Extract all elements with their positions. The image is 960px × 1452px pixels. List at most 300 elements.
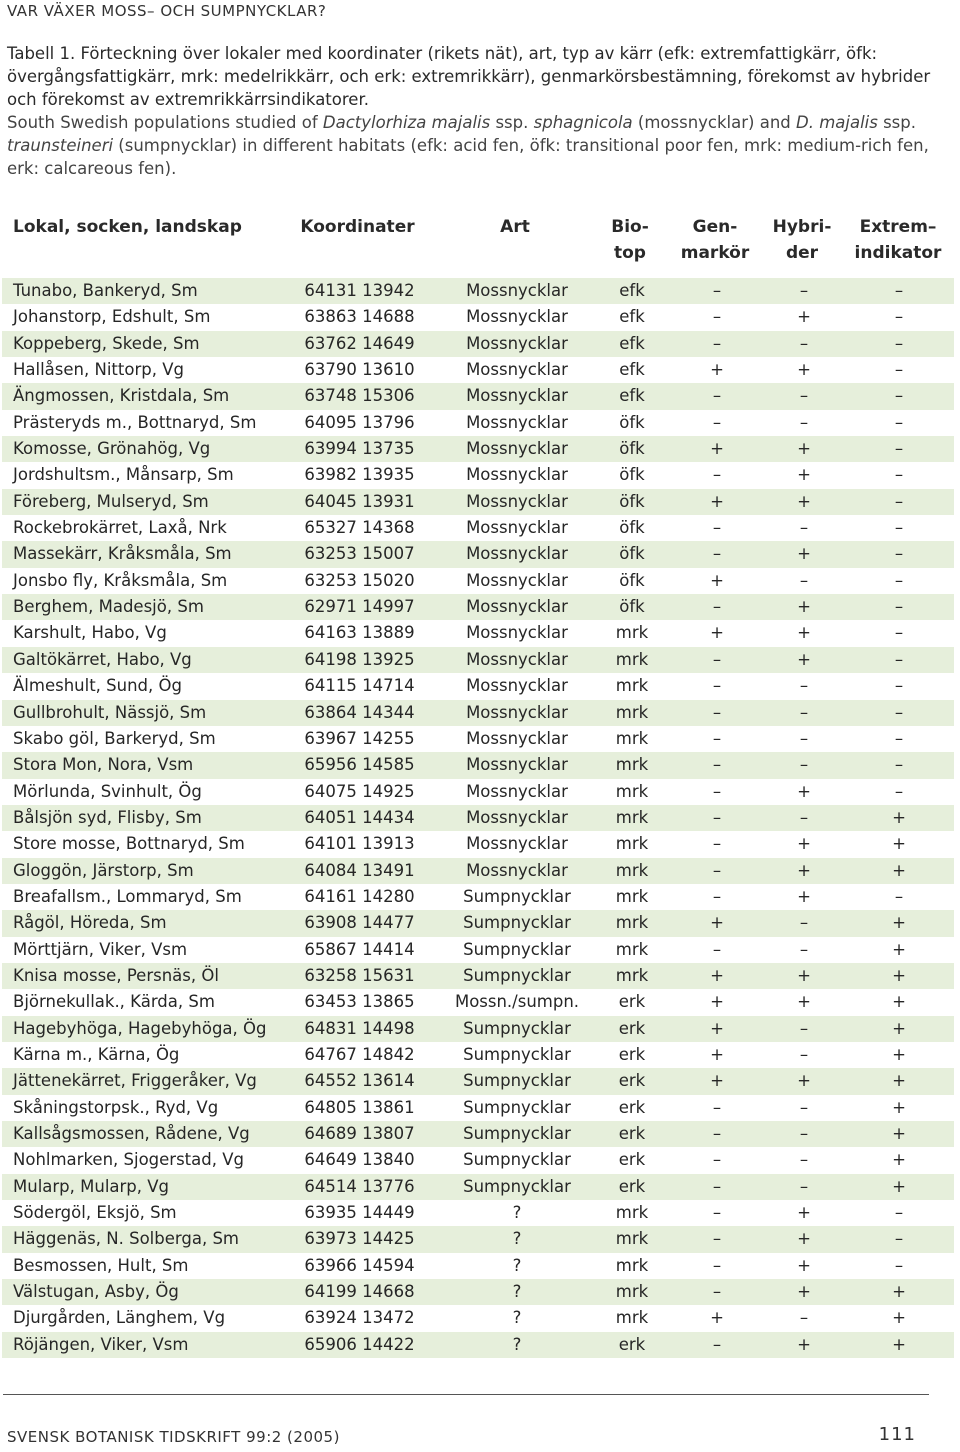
cell-biotop: öfk [619,518,645,538]
cell-extremindikator: + [892,992,906,1012]
cell-koordinater: 64199 14668 [304,1282,415,1302]
header-hybrider-line1: Hybri- [772,217,832,237]
cell-art: ? [512,1282,522,1302]
cell-art: Mossnycklar [466,755,568,775]
cell-biotop: öfk [619,439,645,459]
cell-art: Mossnycklar [466,333,568,353]
cell-extremindikator: + [892,1044,906,1064]
cell-koordinater: 64045 13931 [304,491,415,511]
table-row [2,1016,954,1042]
caption-english [7,111,942,180]
cell-hybrider: + [797,465,811,485]
cell-art: Sumpnycklar [463,1018,571,1038]
cell-genmarkor: + [710,623,724,643]
cell-biotop: öfk [619,491,645,511]
cell-biotop: mrk [615,1203,649,1223]
cell-biotop: mrk [615,939,649,959]
cell-extremindikator: – [894,886,904,906]
cell-hybrider: – [799,281,809,300]
cell-lokal: Skåningstorpsk., Ryd, Vg [13,1097,219,1117]
table-row [2,647,954,673]
cell-hybrider: + [797,886,811,906]
table-row [2,884,954,910]
cell-hybrider: – [799,518,809,538]
journal-footer: SVENSK BOTANISK TIDSKRIFT 99:2 (2005) [7,1428,340,1446]
cell-extremindikator: + [892,834,906,854]
cell-biotop: efk [619,333,645,353]
cell-lokal: Tunabo, Bankeryd, Sm [13,281,198,300]
cell-extremindikator: – [894,544,904,564]
cell-art: Sumpnycklar [463,1176,571,1196]
cell-extremindikator: + [892,1176,906,1196]
header-extrem-line2: indikator [854,243,942,263]
table-body [2,278,954,1358]
cell-biotop: erk [618,1097,646,1117]
cell-art: Mossnycklar [466,360,568,380]
cell-biotop: mrk [615,649,649,669]
cell-koordinater: 64831 14498 [304,1018,415,1038]
table-row [2,462,954,488]
cell-extremindikator: – [894,333,904,353]
cell-lokal: Store mosse, Bottnaryd, Sm [13,834,245,854]
cell-art: Mossnycklar [466,491,568,511]
cell-biotop: mrk [615,913,649,933]
cell-extremindikator: – [894,781,904,801]
cell-extremindikator: + [892,965,906,985]
cell-hybrider: + [797,544,811,564]
table-row [2,594,954,620]
cell-lokal: Rågöl, Höreda, Sm [13,913,167,933]
header-biotop-line1: Bio- [611,217,649,237]
cell-biotop: efk [619,360,645,380]
cell-hybrider: + [797,860,811,880]
cell-koordinater: 63253 15007 [304,544,415,564]
cell-genmarkor: – [712,1282,722,1302]
cell-genmarkor: – [712,807,722,827]
cell-hybrider: + [797,649,811,669]
cell-genmarkor: – [712,702,722,722]
cell-koordinater: 63908 14477 [304,913,415,933]
cell-extremindikator: – [894,728,904,748]
table-row [2,383,954,409]
cell-lokal: Kallsågsmossen, Rådene, Vg [13,1124,250,1143]
cell-genmarkor: + [710,491,724,511]
cell-extremindikator: – [894,1203,904,1223]
cell-biotop: erk [618,1018,646,1038]
header-genmarkor-line1: Gen- [692,217,738,237]
cell-hybrider: + [797,1071,811,1091]
cell-lokal: Djurgården, Länghem, Vg [13,1308,226,1328]
cell-koordinater: 63982 13935 [304,465,415,485]
cell-genmarkor: – [712,412,722,432]
cell-art: ? [512,1308,522,1328]
header-genmarkor-line2: markör [680,243,750,263]
cell-lokal: Björnekullak., Kärda, Sm [13,992,215,1012]
table-row [2,1226,954,1252]
cell-genmarkor: – [712,1203,722,1223]
cell-biotop: efk [619,386,645,406]
cell-biotop: mrk [615,1308,649,1328]
header-extrem-line1: Extrem– [859,217,937,237]
footer-rule [3,1394,929,1395]
cell-hybrider: + [797,1229,811,1249]
cell-genmarkor: – [712,834,722,854]
cell-lokal: Kärna m., Kärna, Ög [13,1044,180,1064]
cell-hybrider: – [799,807,809,827]
cell-lokal: Gullbrohult, Nässjö, Sm [13,702,207,722]
cell-koordinater: 63935 14449 [304,1203,415,1223]
cell-art: Sumpnycklar [463,1097,571,1117]
cell-hybrider: + [797,834,811,854]
cell-art: Mossnycklar [466,807,568,827]
cell-biotop: öfk [619,465,645,485]
table-row [2,858,954,884]
cell-lokal: Södergöl, Eksjö, Sm [13,1203,177,1223]
cell-koordinater: 64198 13925 [304,649,415,669]
caption-en-text: ssp. [877,113,916,132]
cell-koordinater: 63453 13865 [304,992,415,1012]
cell-lokal: Rockebrokärret, Laxå, Nrk [13,518,227,538]
cell-hybrider: – [799,1044,809,1064]
caption-en-text: South Swedish populations studied of [7,113,323,132]
running-head: VAR VÄXER MOSS– OCH SUMPNYCKLAR? [7,2,327,20]
cell-hybrider: – [799,570,809,590]
cell-extremindikator: + [892,860,906,880]
caption-en-species: D. majalis [796,113,878,132]
table-row [2,1174,954,1200]
cell-genmarkor: + [710,913,724,933]
cell-hybrider: – [799,1176,809,1196]
cell-hybrider: – [799,755,809,775]
page-number: 111 [878,1424,916,1445]
table-row [2,568,954,594]
table-row [2,1332,954,1358]
cell-art: Mossnycklar [466,281,568,300]
cell-lokal: Nohlmarken, Sjogerstad, Vg [13,1150,244,1170]
cell-lokal: Röjängen, Viker, Vsm [13,1334,189,1354]
cell-genmarkor: – [712,1124,722,1143]
table-row [2,1121,954,1147]
cell-genmarkor: – [712,886,722,906]
header-biotop-line2: top [614,243,646,263]
cell-extremindikator: – [894,676,904,696]
cell-biotop: mrk [615,728,649,748]
cell-hybrider: + [797,597,811,617]
table-row [2,937,954,963]
cell-extremindikator: – [894,597,904,617]
table-row [2,304,954,330]
cell-koordinater: 62971 14997 [304,597,415,617]
cell-koordinater: 64805 13861 [304,1097,415,1117]
cell-extremindikator: + [892,1150,906,1170]
cell-genmarkor: – [712,281,722,300]
cell-lokal: Galtökärret, Habo, Vg [13,649,192,669]
cell-genmarkor: – [712,465,722,485]
cell-hybrider: – [799,333,809,353]
table-row [2,436,954,462]
cell-lokal: Bålsjön syd, Flisby, Sm [13,807,202,827]
cell-extremindikator: – [894,281,904,300]
caption-en-subspecies: traunsteineri [7,136,114,155]
cell-art: Mossnycklar [466,623,568,643]
cell-art: Mossnycklar [466,518,568,538]
table-row [2,1305,954,1331]
table-row [2,541,954,567]
cell-extremindikator: – [894,570,904,590]
cell-biotop: erk [618,1150,646,1170]
cell-art: Sumpnycklar [463,1150,571,1170]
cell-koordinater: 64101 13913 [304,834,415,854]
cell-art: Mossnycklar [466,781,568,801]
caption-en-text: (sumpnycklar) in different habitats (efk: acid fen, öfk: transitional poor fen, mrk: medium-rich fen, erk: calcareous fen). [7,136,929,178]
cell-koordinater: 64051 14434 [304,807,415,827]
cell-lokal: Ängmossen, Kristdala, Sm [13,386,230,406]
cell-extremindikator: – [894,755,904,775]
cell-art: ? [512,1334,522,1354]
cell-extremindikator: + [892,1071,906,1091]
cell-extremindikator: – [894,518,904,538]
cell-biotop: mrk [615,886,649,906]
cell-extremindikator: + [892,1334,906,1354]
cell-biotop: mrk [615,702,649,722]
cell-biotop: erk [618,992,646,1012]
table-row [2,805,954,831]
cell-lokal: Berghem, Madesjö, Sm [13,597,204,617]
cell-lokal: Stora Mon, Nora, Vsm [13,755,194,775]
cell-lokal: Knisa mosse, Persnäs, Öl [13,965,219,985]
caption-swedish: Tabell 1. Förteckning över lokaler med koordinater (rikets nät), art, typ av kärr (efk: extremfattigkärr, öfk: övergångsfattigkärr, mrk: medelrikkärr, och erk: extremrikkärr), genmarkörsbestämning, förekomst av hybrider och förekomst av extremrikkärrsindikatorer. [7,44,931,109]
cell-genmarkor: – [712,518,722,538]
cell-biotop: mrk [615,1229,649,1249]
cell-art: Mossnycklar [466,597,568,617]
cell-genmarkor: – [712,1176,722,1196]
cell-genmarkor: – [712,1255,722,1275]
table-row [2,331,954,357]
cell-biotop: öfk [619,570,645,590]
cell-hybrider: – [799,913,809,933]
cell-extremindikator: + [892,1282,906,1302]
cell-lokal: Mörttjärn, Viker, Vsm [13,939,188,959]
cell-koordinater: 64552 13614 [304,1071,415,1091]
cell-lokal: Jättenekärret, Friggeråker, Vg [13,1071,257,1091]
cell-genmarkor: – [712,1150,722,1170]
cell-art: Mossnycklar [466,860,568,880]
table-row [2,1253,954,1279]
cell-hybrider: + [797,491,811,511]
cell-lokal: Mörlunda, Svinhult, Ög [13,781,202,801]
cell-lokal: Johanstorp, Edshult, Sm [13,307,211,327]
cell-art: Mossnycklar [466,307,568,327]
cell-extremindikator: – [894,702,904,722]
cell-koordinater: 64115 14714 [304,676,415,696]
cell-biotop: mrk [615,1255,649,1275]
cell-extremindikator: + [892,913,906,933]
cell-genmarkor: – [712,860,722,880]
cell-hybrider: – [799,1150,809,1170]
cell-lokal: Hallåsen, Nittorp, Vg [13,360,184,380]
cell-art: Mossnycklar [466,649,568,669]
cell-lokal: Prästeryds m., Bottnaryd, Sm [13,412,257,432]
cell-art: Sumpnycklar [463,965,571,985]
cell-lokal: Jonsbo fly, Kråksmåla, Sm [13,570,228,590]
cell-genmarkor: – [712,649,722,669]
cell-art: Sumpnycklar [463,913,571,933]
cell-lokal: Jordshultsm., Månsarp, Sm [13,465,234,485]
cell-extremindikator: – [894,491,904,511]
cell-art: Sumpnycklar [463,1124,571,1143]
cell-lokal: Mularp, Mularp, Vg [13,1176,170,1196]
cell-hybrider: + [797,965,811,985]
cell-extremindikator: – [894,360,904,380]
table-row [2,278,954,304]
cell-koordinater: 63994 13735 [304,439,415,459]
cell-genmarkor: + [710,1044,724,1064]
caption-en-text: ssp. [490,113,534,132]
cell-koordinater: 64075 14925 [304,781,415,801]
cell-hybrider: + [797,307,811,327]
cell-biotop: erk [618,1044,646,1064]
cell-biotop: mrk [615,623,649,643]
cell-koordinater: 63924 13472 [304,1308,415,1328]
cell-art: Mossnycklar [466,465,568,485]
cell-koordinater: 64649 13840 [304,1150,415,1170]
cell-hybrider: + [797,439,811,459]
cell-art: ? [512,1229,522,1249]
cell-hybrider: + [797,1203,811,1223]
cell-extremindikator: – [894,386,904,406]
cell-biotop: erk [618,1334,646,1354]
cell-genmarkor: + [710,439,724,459]
cell-hybrider: + [797,1334,811,1354]
cell-koordinater: 64163 13889 [304,623,415,643]
cell-biotop: efk [619,307,645,327]
cell-lokal: Hagebyhöga, Hagebyhöga, Ög [13,1018,267,1038]
table-row [2,726,954,752]
cell-biotop: erk [618,1176,646,1196]
cell-koordinater: 64514 13776 [304,1176,415,1196]
cell-koordinater: 65327 14368 [304,518,415,538]
cell-genmarkor: + [710,992,724,1012]
cell-art: Mossnycklar [466,728,568,748]
table-row [2,1147,954,1173]
cell-art: ? [512,1203,522,1223]
header-lokal: Lokal, socken, landskap [13,217,242,237]
cell-genmarkor: – [712,781,722,801]
cell-koordinater: 63762 14649 [304,333,415,353]
cell-koordinater: 63258 15631 [304,965,415,985]
cell-genmarkor: + [710,1018,724,1038]
cell-biotop: mrk [615,965,649,985]
cell-extremindikator: – [894,1229,904,1249]
cell-hybrider: – [799,1097,809,1117]
table-caption [7,42,942,180]
cell-hybrider: – [799,386,809,406]
cell-genmarkor: – [712,307,722,327]
cell-hybrider: + [797,1282,811,1302]
cell-genmarkor: – [712,386,722,406]
cell-genmarkor: – [712,676,722,696]
cell-hybrider: + [797,992,811,1012]
table-row [2,1095,954,1121]
cell-art: Mossnycklar [466,702,568,722]
cell-genmarkor: + [710,1308,724,1328]
cell-koordinater: 64161 14280 [304,886,415,906]
cell-hybrider: – [799,1124,809,1143]
cell-art: Mossnycklar [466,386,568,406]
cell-art: Mossnycklar [466,676,568,696]
cell-koordinater: 64084 13491 [304,860,415,880]
cell-koordinater: 65867 14414 [304,939,415,959]
cell-biotop: öfk [619,597,645,617]
cell-koordinater: 63967 14255 [304,728,415,748]
cell-genmarkor: – [712,728,722,748]
cell-hybrider: + [797,623,811,643]
cell-genmarkor: – [712,1334,722,1354]
header-art: Art [500,217,530,237]
cell-hybrider: + [797,1255,811,1275]
cell-art: Mossnycklar [466,834,568,854]
cell-koordinater: 63973 14425 [304,1229,415,1249]
cell-genmarkor: – [712,755,722,775]
cell-lokal: Massekärr, Kråksmåla, Sm [13,544,232,564]
cell-koordinater: 64689 13807 [304,1124,415,1143]
cell-genmarkor: – [712,1229,722,1249]
cell-art: ? [512,1255,522,1275]
cell-koordinater: 64767 14842 [304,1044,415,1064]
cell-biotop: mrk [615,860,649,880]
caption-en-species: Dactylorhiza majalis [322,113,491,132]
cell-art: Sumpnycklar [463,886,571,906]
cell-hybrider: – [799,412,809,432]
table-row [2,515,954,541]
cell-lokal: Välstugan, Asby, Ög [13,1282,179,1302]
cell-lokal: Karshult, Habo, Vg [13,623,167,643]
cell-hybrider: + [797,360,811,380]
cell-extremindikator: – [894,623,904,643]
cell-koordinater: 64131 13942 [304,281,415,300]
table-row [2,1279,954,1305]
table-row [2,779,954,805]
cell-biotop: erk [618,1071,646,1091]
cell-hybrider: – [799,1308,809,1328]
cell-extremindikator: + [892,1018,906,1038]
cell-lokal: Komosse, Grönahög, Vg [13,439,211,459]
table-row [2,910,954,936]
cell-extremindikator: + [892,1097,906,1117]
cell-lokal: Häggenäs, N. Solberga, Sm [13,1229,239,1249]
cell-lokal: Föreberg, Mulseryd, Sm [13,491,209,511]
cell-genmarkor: + [710,360,724,380]
cell-biotop: öfk [619,412,645,432]
cell-koordinater: 64095 13796 [304,412,415,432]
cell-lokal: Besmossen, Hult, Sm [13,1255,189,1275]
cell-extremindikator: – [894,649,904,669]
cell-lokal: Älmeshult, Sund, Ög [13,676,182,696]
cell-genmarkor: + [710,1071,724,1091]
table-row [2,673,954,699]
table-row [2,963,954,989]
table-row [2,620,954,646]
cell-biotop: mrk [615,807,649,827]
cell-biotop: mrk [615,1282,649,1302]
cell-hybrider: – [799,728,809,748]
cell-koordinater: 63748 15306 [304,386,415,406]
cell-hybrider: – [799,676,809,696]
header-hybrider-line2: der [785,243,819,263]
cell-lokal: Breafallsm., Lommaryd, Sm [13,886,242,906]
table-row [2,752,954,778]
cell-biotop: mrk [615,676,649,696]
